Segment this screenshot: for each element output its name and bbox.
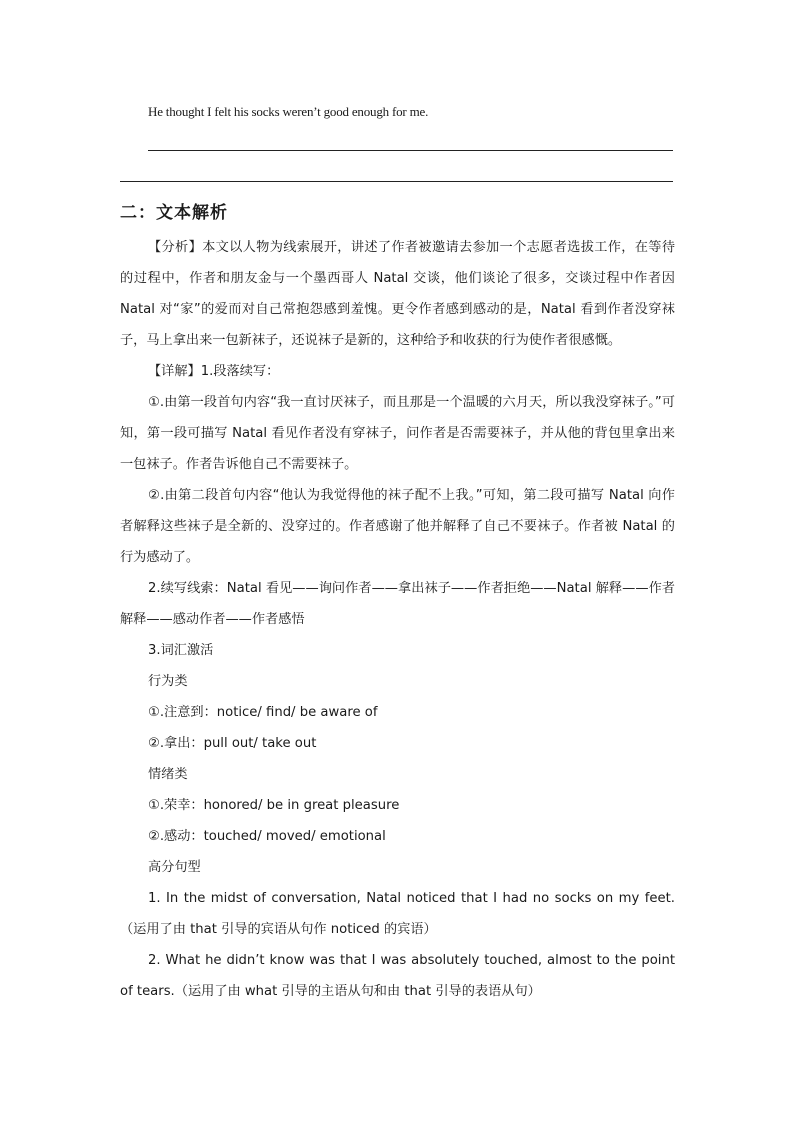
point-1-paragraph: ①.由第一段首句内容“我一直讨厌袜子，而且那是一个温暖的六月天，所以我没穿袜子。”可知，第一段可描写 Natal 看见作者没有穿袜子，问作者是否需要袜子，并从他的背包里拿出来一包袜子。作者告诉他自己不需要袜子。 [120,395,675,472]
action-item-2: ②.拿出：pull out/ take out [148,736,317,751]
analysis-block [120,232,675,1007]
analysis-paragraph [120,232,675,356]
detail-heading: 1.段落续写： [200,364,280,379]
category-sentence: 高分句型 [148,860,201,875]
section-title: 二：文本解析 [120,203,228,223]
vocab-heading: 3.词汇激活 [148,643,214,658]
category-emotion: 情绪类 [148,767,188,782]
writing-prompt-sentence: He thought I felt his socks weren’t good enough for me. [148,104,429,119]
clues-paragraph: 2.续写线索：Natal 看见——询问作者——拿出袜子——作者拒绝——Natal 解释——作者解释——感动作者——作者感悟 [120,581,675,627]
emotion-item-1: ①.荣幸：honored/ be in great pleasure [148,798,400,813]
detail-tag: 【详解】 [148,364,201,379]
sentence-item-2: 2. What he didn’t know was that I was absolutely touched, almost to the point of tears.（运用了由 what 引导的主语从句和由 that 引导的表语从句） [120,953,675,999]
emotion-item-2: ②.感动：touched/ moved/ emotional [148,829,386,844]
action-item-1: ①.注意到：notice/ find/ be aware of [148,705,378,720]
detail-heading-paragraph [120,356,675,387]
analysis-text: 本文以人物为线索展开，讲述了作者被邀请去参加一个志愿者选拔工作，在等待的过程中，作者和朋友金与一个墨西哥人 Natal 交谈，他们谈论了很多，交谈过程中作者因 Natal 对“家”的爱而对自己常抱怨感到羞愧。更令作者感到感动的是，Natal 看到作者没穿袜子，马上拿出来一包新袜子，还说袜子是新的，这种给予和收获的行为使作者很感慨。 [120,240,676,348]
answer-line-2 [120,181,673,182]
category-action: 行为类 [148,674,188,689]
answer-line-1 [148,150,673,151]
analysis-tag: 【分析】 [148,240,203,255]
point-2-paragraph: ②.由第二段首句内容“他认为我觉得他的袜子配不上我。”可知，第二段可描写 Natal 向作者解释这些袜子是全新的、没穿过的。作者感谢了他并解释了自己不要袜子。作者被 Natal 的行为感动了。 [120,488,675,565]
sentence-item-1: 1. In the midst of conversation, Natal noticed that I had no socks on my feet.（运用了由 that 引导的宾语从句作 noticed 的宾语） [120,891,675,937]
